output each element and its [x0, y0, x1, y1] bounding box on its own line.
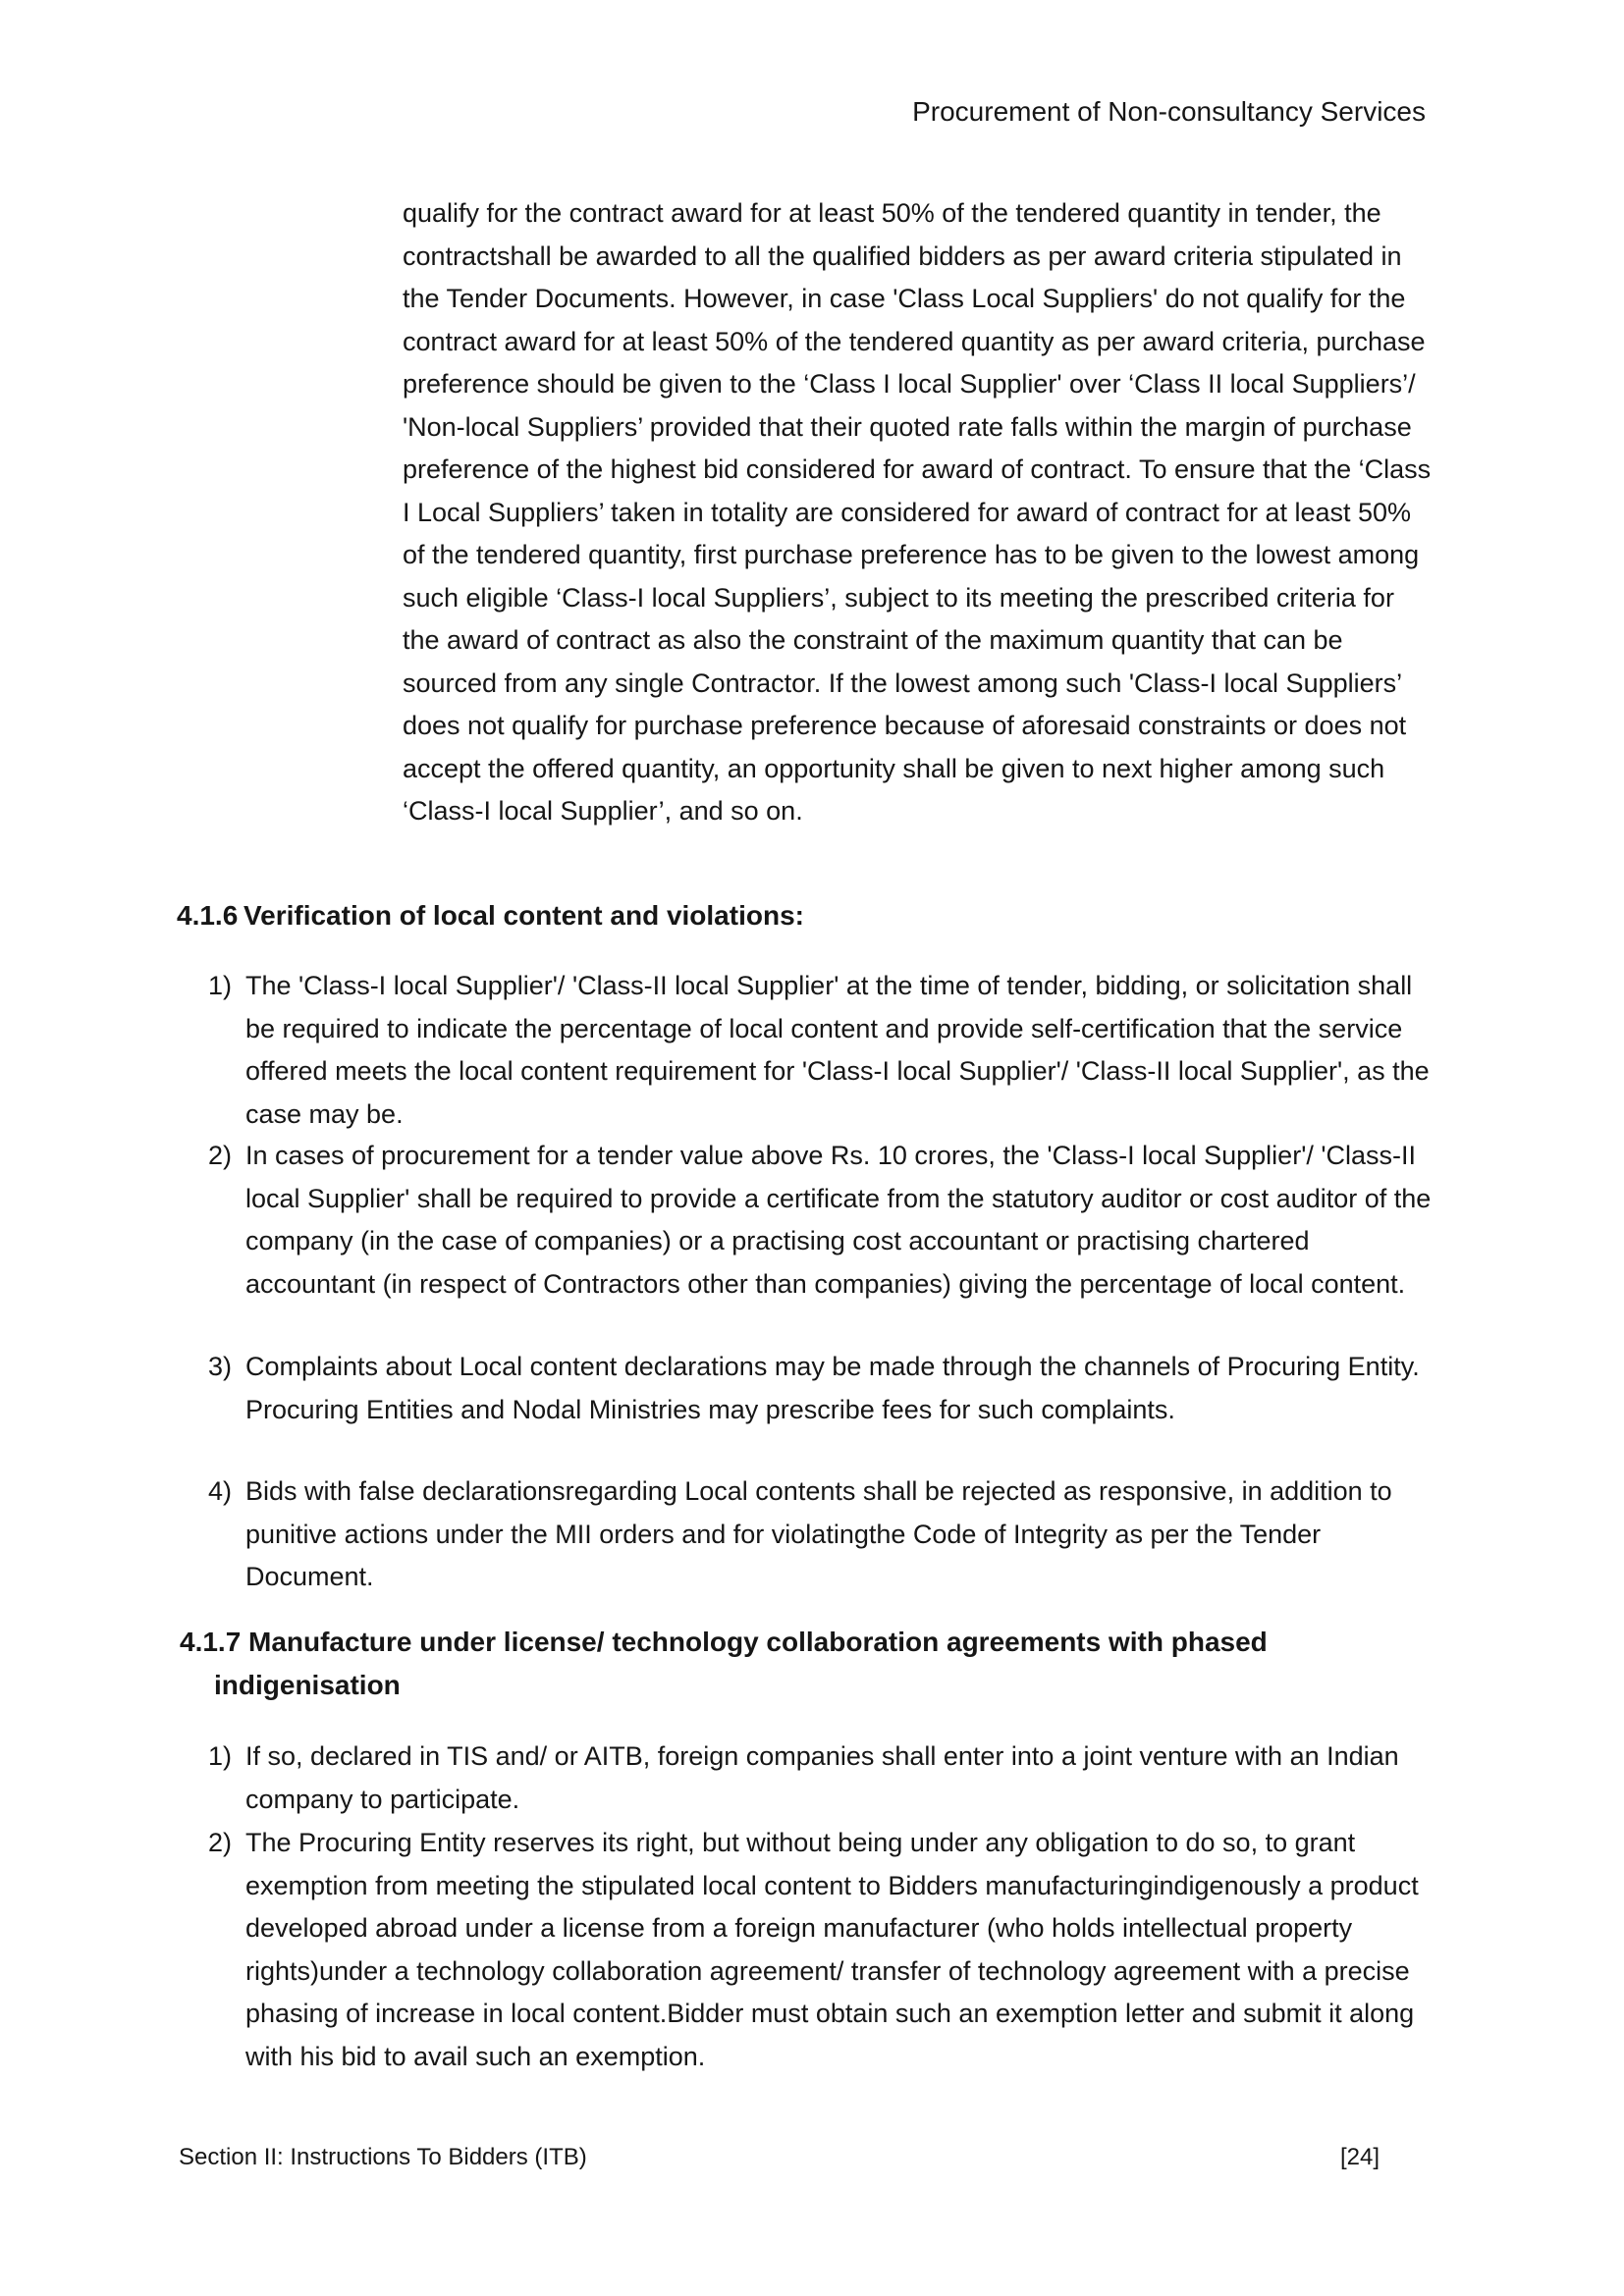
list-item-text: In cases of procurement for a tender value above Rs. 10 crores, the 'Class-I local Supplier'/ 'Class-II local Supplier' shall be required to provide a certificate from the statutory auditor or cost auditor of the company (in the case of companies) or a practising cost accountant or practising chartered accountant (in respect of Contractors other than companies) giving the percentage of local content. [245, 1141, 1432, 1299]
section-title: Verification of local content and violations: [244, 900, 804, 931]
list-item [208, 1135, 1434, 1306]
footer-page-number: [24] [1339, 2144, 1380, 2170]
list-item [208, 1735, 1434, 1821]
list-item-text: The Procuring Entity reserves its right, but without being under any obligation to do so, to grant exemption from meeting the stipulated local content to Bidders manufacturingindigenously a product developed abroad under a license from a foreign manufacturer (who holds intellectual property rights)under a technology collaboration agreement/ transfer of technology agreement with a precise phasing of increase in local content.Bidder must obtain such an exemption letter and submit it along with his bid to avail such an exemption. [245, 1828, 1419, 2071]
page-header [0, 90, 1426, 133]
section-number: 4.1.7 [180, 1627, 242, 1657]
list-item-marker: 3) [208, 1352, 233, 1381]
list-item-marker: 1) [208, 971, 233, 1000]
list-item-text: The 'Class-I local Supplier'/ 'Class-II local Supplier' at the time of tender, bidding, or solicitation shall be required to indicate the percentage of local content and provide self-certification that the service offered meets the local content requirement for 'Class-I local Supplier'/ 'Class-II local Supplier', as the case may be. [245, 971, 1430, 1129]
section-heading-4-1-7 [180, 1621, 1434, 1707]
section-number: 4.1.6 [177, 900, 239, 931]
section-title: Manufacture under license/ technology collaboration agreements with phased indigenisation [214, 1627, 1268, 1700]
list-item-marker: 1) [208, 1741, 233, 1771]
list-item [208, 965, 1434, 1136]
list-item [208, 1822, 1434, 2078]
list-item [208, 1346, 1434, 1431]
section-heading-4-1-6 [177, 894, 1435, 937]
list-item-marker: 2) [208, 1141, 233, 1170]
header-title: Procurement of Non-consultancy Services [912, 96, 1426, 127]
list-item-text: Complaints about Local content declarations may be made through the channels of Procuring Entity. Procuring Entities and Nodal Ministries may prescribe fees for such complaints. [245, 1352, 1420, 1424]
list-item-marker: 2) [208, 1828, 233, 1857]
list-item-text: If so, declared in TIS and/ or AITB, foreign companies shall enter into a joint venture with an Indian company to participate. [245, 1741, 1399, 1814]
page-footer [179, 2143, 1380, 2172]
intro-paragraph: qualify for the contract award for at least 50% of the tendered quantity in tender, the contractshall be awarded to all the qualified bidders as per award criteria stipulated in the Tender Documents. However, in case 'Class Local Suppliers' do not qualify for the contract award for at least 50% of the tendered quantity as per award criteria, purchase preference should be given to the ‘Class I local Supplier' over ‘Class II local Suppliers’/ 'Non-local Suppliers’ provided that their quoted rate falls within the margin of purchase preference of the highest bid considered for award of contract. To ensure that the ‘Class I Local Suppliers’ taken in totality are considered for award of contract for at least 50% of the tendered quantity, first purchase preference has to be given to the lowest among such eligible ‘Class-I local Suppliers’, subject to its meeting the prescribed criteria for the award of contract as also the constraint of the maximum quantity that can be sourced from any single Contractor. If the lowest among such 'Class-I local Suppliers’ does not qualify for purchase preference because of aforesaid constraints or does not accept the offered quantity, an opportunity shall be given to next higher among such ‘Class-I local Supplier’, and so on. [403, 198, 1432, 826]
list-item [208, 1470, 1434, 1599]
list-item-text: Bids with false declarationsregarding Local contents shall be rejected as responsive, in addition to punitive actions under the MII orders and for violatingthe Code of Integrity as per the Tender Document. [245, 1476, 1392, 1591]
list-item-marker: 4) [208, 1476, 233, 1506]
footer-section-label: Section II: Instructions To Bidders (ITB) [179, 2144, 587, 2170]
